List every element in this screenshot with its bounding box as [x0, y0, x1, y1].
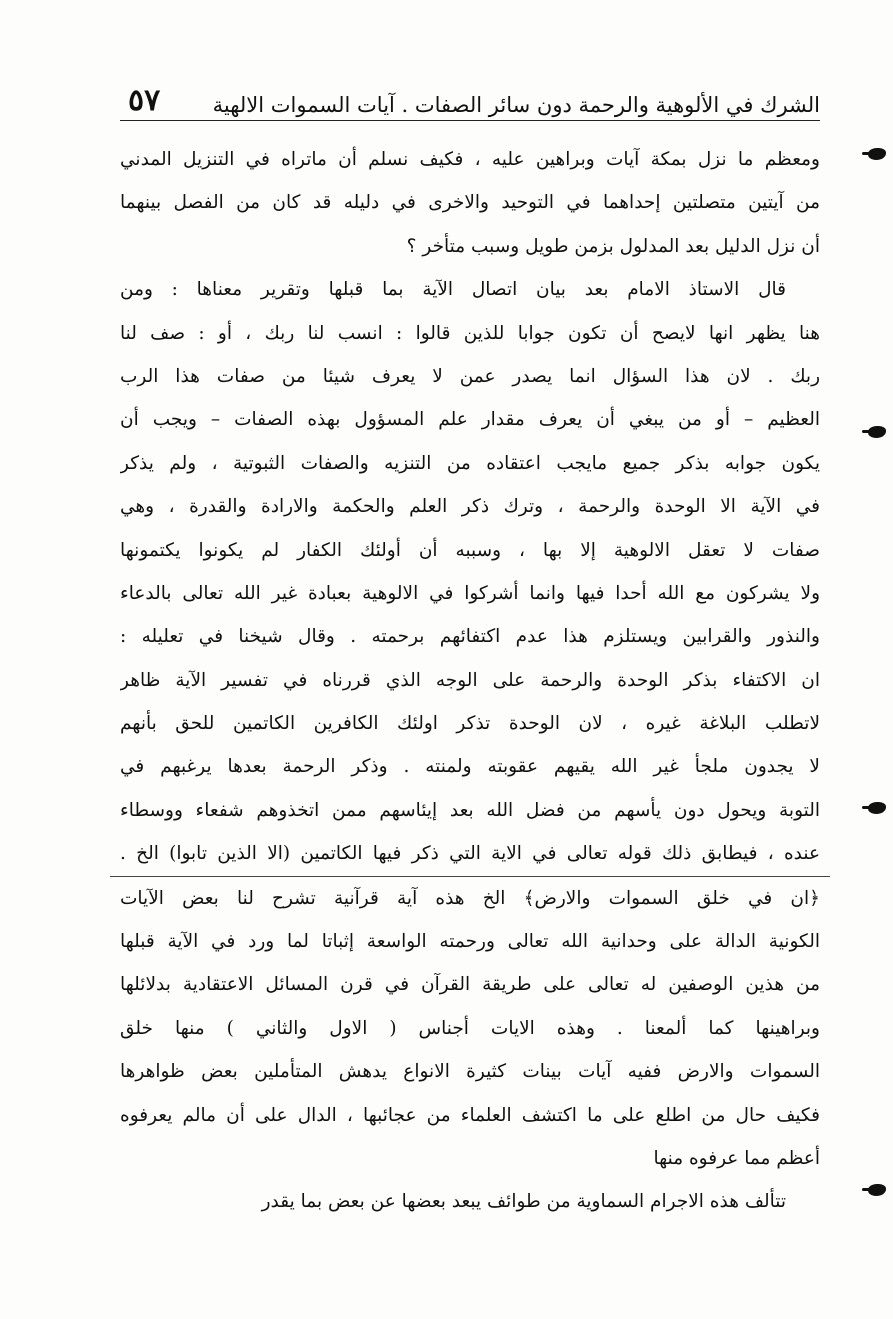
text-line: ان الاكتفاء بذكر الوحدة والرحمة على الوجه الذي قررناه في تفسير الآية ظاهر	[120, 669, 820, 691]
text-line: ومعظم ما نزل بمكة آيات وبراهين عليه ، فكيف نسلم أن ماتراه في التنزيل المدني	[120, 149, 820, 170]
text-line: هنا يظهر انها لايصح أن تكون جوابا للذين قالوا : انسب لنا ربك ، أو : صف لنا	[120, 322, 820, 344]
page-number: ٥٧	[128, 83, 161, 118]
text-line: الكونية الدالة على وحدانية الله تعالى ورحمته الواسعة إثباتا لما ورد في الآية قبلها	[120, 931, 820, 953]
text-line: في الآية الا الوحدة والرحمة ، وترك ذكر العلم والحكمة والارادة والقدرة ، وهي	[120, 496, 820, 518]
text-line: أن نزل الدليل بعد المدلول بزمن طويل وسبب متأخر ؟	[406, 235, 820, 257]
text-line: العظيم – أو من يبغي أن يعرف مقدار علم المسؤول بهذه الصفات – ويجب أن	[120, 409, 820, 431]
text-line: لاتطلب البلاغة غيره ، لان الوحدة تذكر اولئك الكافرين الكاتمين للحق بأنهم	[120, 713, 820, 735]
margin-ink-mark-icon	[868, 426, 886, 438]
text-line: لا يجدون ملجأ غير الله يقيهم عقوبته ولمنته . وذكر الرحمة بعدها يرغبهم في	[120, 756, 820, 778]
text-line: السموات والارض ففيه آيات بينات كثيرة الانواع يدهش المتأملين بعض ظواهرها	[120, 1061, 820, 1083]
text-line: تتألف هذه الاجرام السماوية من طوائف يبعد بعضها عن بعض بما يقدر	[261, 1191, 786, 1213]
text-line: قال الاستاذ الامام بعد بيان اتصال الآية بما قبلها وتقرير معناها : ومن	[120, 279, 786, 301]
text-line: ولا يشركون مع الله أحدا فيها وانما أشركوا في الالوهية بعبادة غير الله تعالى بالدعاء	[120, 582, 820, 604]
text-line: صفات لا تعقل الالوهية إلا بها ، وسببه أن أولئك الكفار لم يكونوا يكتمونها	[120, 539, 820, 561]
text-line: من آيتين متصلتين إحداهما في التوحيد والاخرى في دليله قد كان من الفصل بينهما	[120, 192, 820, 214]
text-line: ﴿ان في خلق السموات والارض﴾ الخ هذه آية قرآنية تشرح لنا بعض الآيات	[120, 887, 820, 909]
text-line: فكيف حال من اطلع على ما اكتشف العلماء من عجائبها ، الدال على أن مالم يعرفوه	[120, 1104, 820, 1126]
text-line: يكون جوابه بذكر جميع مايجب اعتقاده من التنزيه والصفات الثبوتية ، ولم يذكر	[120, 452, 820, 474]
margin-ink-mark-icon	[868, 1184, 886, 1196]
header-rule	[120, 120, 820, 121]
text-line: والنذور والقرابين ويستلزم هذا عدم اكتفائهم برحمته . وقال شيخنا في تعليله :	[120, 626, 820, 648]
text-line: التوبة ويحول دون يأسهم من فضل الله بعد إيئاسهم ممن اتخذوهم شفعاء ووسطاء	[120, 799, 820, 821]
text-line: ربك . لان هذا السؤال انما يصدر عمن لا يعرف شيئا من صفات هذا الرب	[120, 365, 820, 387]
text-line: أعظم مما عرفوه منها	[653, 1147, 820, 1169]
text-line: عنده ، فيطابق ذلك قوله تعالى في الاية التي ذكر فيها الكاتمين (الا الذين تابوا) الخ .	[120, 843, 820, 865]
running-head: الشرك في الألوهية والرحمة دون سائر الصفات . آيات السموات الالهية	[212, 93, 820, 117]
text-line: وبراهينها كما ألمعنا . وهذه الايات أجناس ( الاول والثاني ) منها خلق	[120, 1017, 820, 1039]
margin-ink-mark-icon	[868, 148, 886, 160]
body-text	[120, 138, 820, 1224]
text-line: من هذين الوصفين له تعالى على طريقة القرآن في قرن المسائل الاعتقادية بدلائلها	[120, 974, 820, 996]
page-header	[120, 64, 820, 116]
margin-ink-mark-icon	[868, 802, 886, 814]
